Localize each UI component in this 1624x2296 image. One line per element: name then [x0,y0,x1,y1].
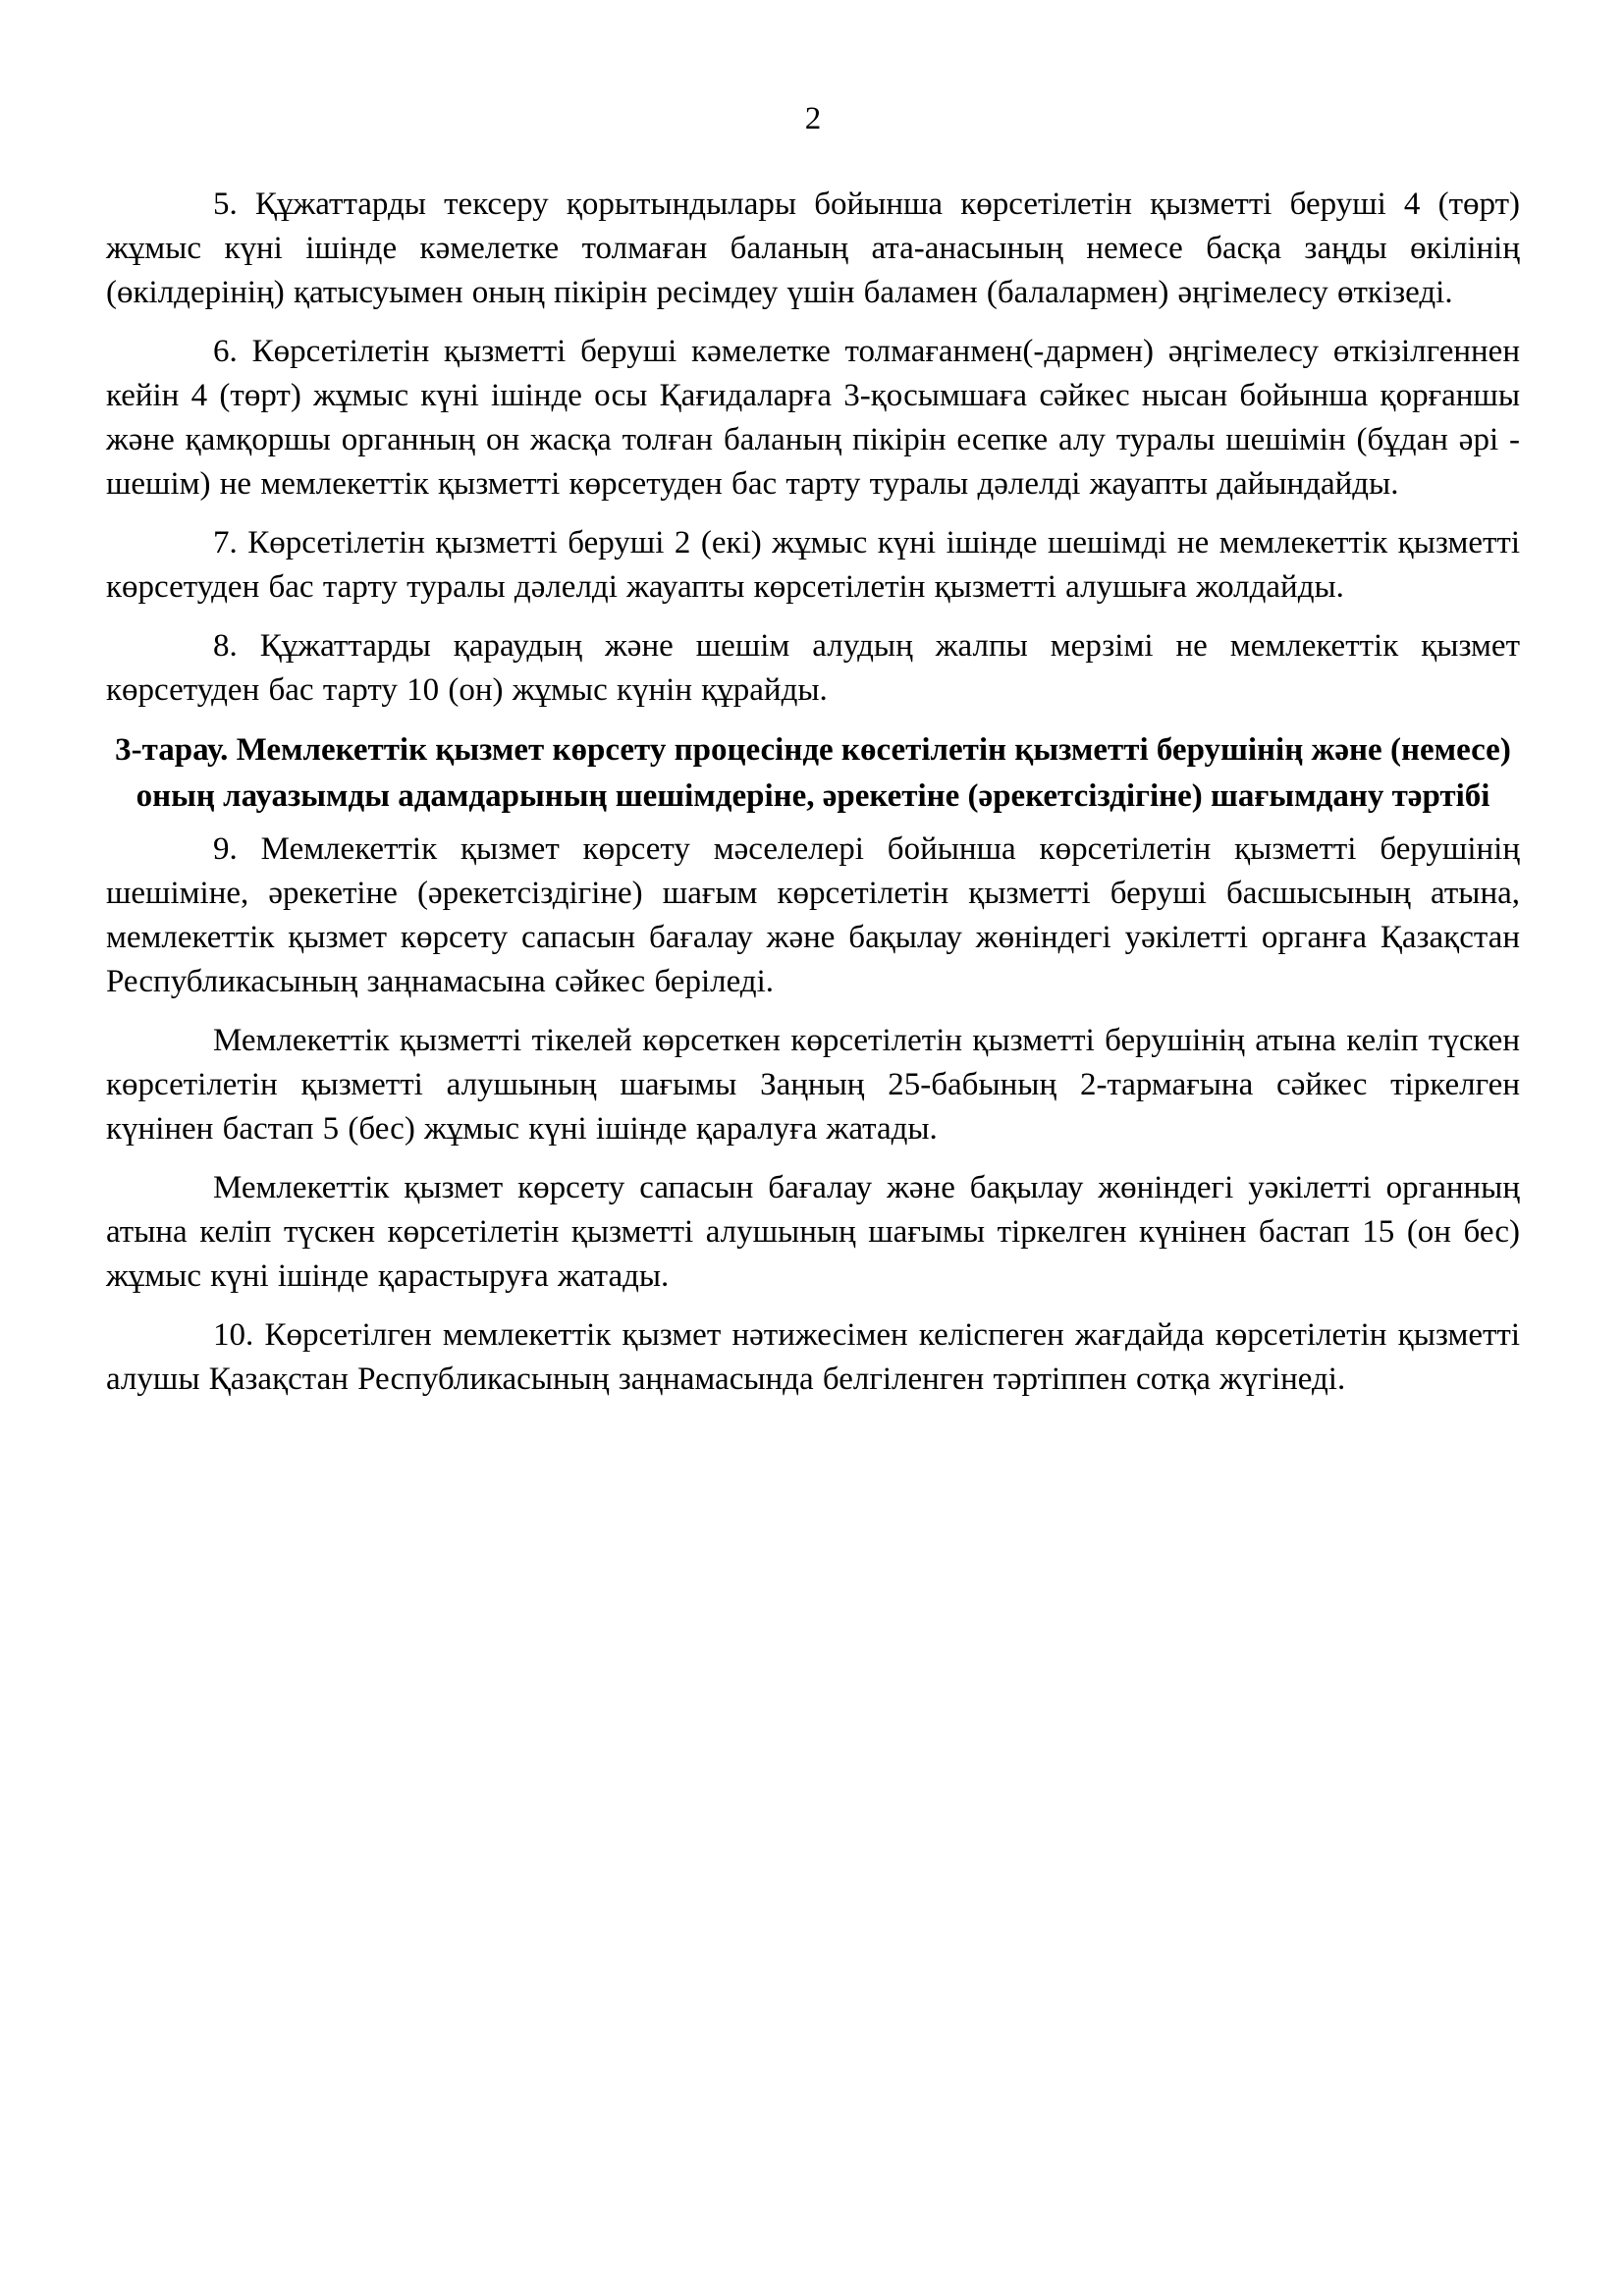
paragraph-9: 9. Мемлекеттік қызмет көрсету мәселелері бойынша көрсетілетін қызметті берушінің шешіміне, әрекетіне (әрекетсіздігіне) шағым көрсетілетін қызметті беруші басшысының атына, мемлекеттік қызмет көрсету сапасын бағалау және бақылау жөніндегі уәкілетті органға Қазақстан Республикасының заңнамасына сәйкес беріледі. [106,831,1520,999]
paragraph-5: 5. Құжаттарды тексеру қорытындылары бойынша көрсетілетін қызметті беруші 4 (төрт) жұмыс күні ішінде кәмелетке толмаған баланың ата-анасының немесе басқа заңды өкілінің (өкілдерінің) қатысуымен оның пікірін ресімдеу үшін баламен (балалармен) әңгімелесу өткізеді. [106,187,1520,310]
paragraph-9-continuation-2: Мемлекеттік қызмет көрсету сапасын бағалау және бақылау жөніндегі уәкілетті органның атына келіп түскен көрсетілетін қызметті алушының шағымы тіркелген күнінен бастап 15 (он бес) жұмыс күні ішінде қарастыруға жатады. [106,1170,1520,1294]
paragraph-10: 10. Көрсетілген мемлекеттік қызмет нәтижесімен келіспеген жағдайда көрсетілетін қызметті алушы Қазақстан Республикасының заңнамасында белгіленген тәртіппен сотқа жүгінеді. [106,1317,1520,1397]
paragraph-7: 7. Көрсетілетін қызметті беруші 2 (екі) жұмыс күні ішінде шешімді не мемлекеттік қызметті көрсетуден бас тарту туралы дәлелді жауапты көрсетілетін қызметті алушыға жолдайды. [106,525,1520,605]
paragraph-6: 6. Көрсетілетін қызметті беруші кәмелетке толмағанмен(-дармен) әңгімелесу өткізілгеннен кейін 4 (төрт) жұмыс күні ішінде осы Қағидаларға 3-қосымшаға сәйкес нысан бойынша қорғаншы және қамқоршы органның он жасқа толған баланың пікірін есепке алу туралы шешімін (бұдан әрі - шешім) не мемлекеттік қызметті көрсетуден бас тарту туралы дәлелді жауапты дайындайды. [106,334,1520,502]
paragraph-9-continuation-1: Мемлекеттік қызметті тікелей көрсеткен көрсетілетін қызметті берушінің атына келіп түскен көрсетілетін қызметті алушының шағымы Заңның 25-бабының 2-тармағына сәйкес тіркелген күнінен бастап 5 (бес) жұмыс күні ішінде қаралуға жатады. [106,1023,1520,1147]
chapter-3-heading: 3-тарау. Мемлекеттік қызмет көрсету процесінде көсетілетін қызметті берушінің және (немесе) оның лауазымды адамдарының шешімдеріне, әрекетіне (әрекетсіздігіне) шағымдану тәртібі [115,732,1511,814]
paragraph-8: 8. Құжаттарды қараудың және шешім алудың жалпы мерзімі не мемлекеттік қызмет көрсетуден бас тарту 10 (он) жұмыс күнін құрайды. [106,628,1520,708]
page-number: 2 [804,101,822,136]
